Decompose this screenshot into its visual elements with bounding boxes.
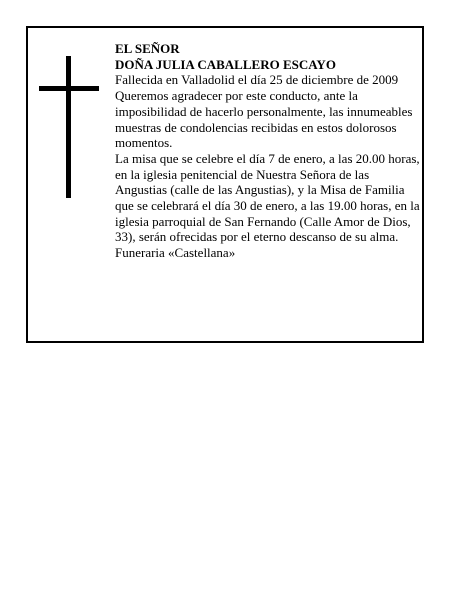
notice-paragraph-thanks: Queremos agradecer por este conducto, ante la imposibilidad de hacerlo personalmente, las innumeables muestras de condolencias recibidas en estos dolorosos momentos. [115, 88, 413, 151]
cross-horizontal-bar [39, 86, 99, 91]
obituary-notice [26, 26, 424, 343]
notice-paragraph-death: Fallecida en Valladolid el día 25 de diciembre de 2009 [115, 72, 399, 88]
notice-text [115, 41, 421, 261]
cross-vertical-bar [66, 56, 71, 198]
notice-title-line2: DOÑA JULIA CABALLERO ESCAYO [115, 56, 336, 72]
notice-signature: Funeraria «Castellana» [115, 245, 236, 261]
notice-title-line1: EL SEÑOR [115, 41, 180, 56]
cross-icon [39, 56, 99, 198]
notice-paragraph-mass: La misa que se celebre el día 7 de enero, a las 20.00 horas, en la iglesia penitencial de Nuestra Señora de las Angustias (calle de las Angustias), y la Misa de Familia que se celebrará el día 30 de enero, a las 19.00 horas, en la iglesia parroquial de San Fernando (Calle Amor de Dios, 33), serán ofrecidas por el eterno descanso de su alma. [115, 150, 420, 245]
